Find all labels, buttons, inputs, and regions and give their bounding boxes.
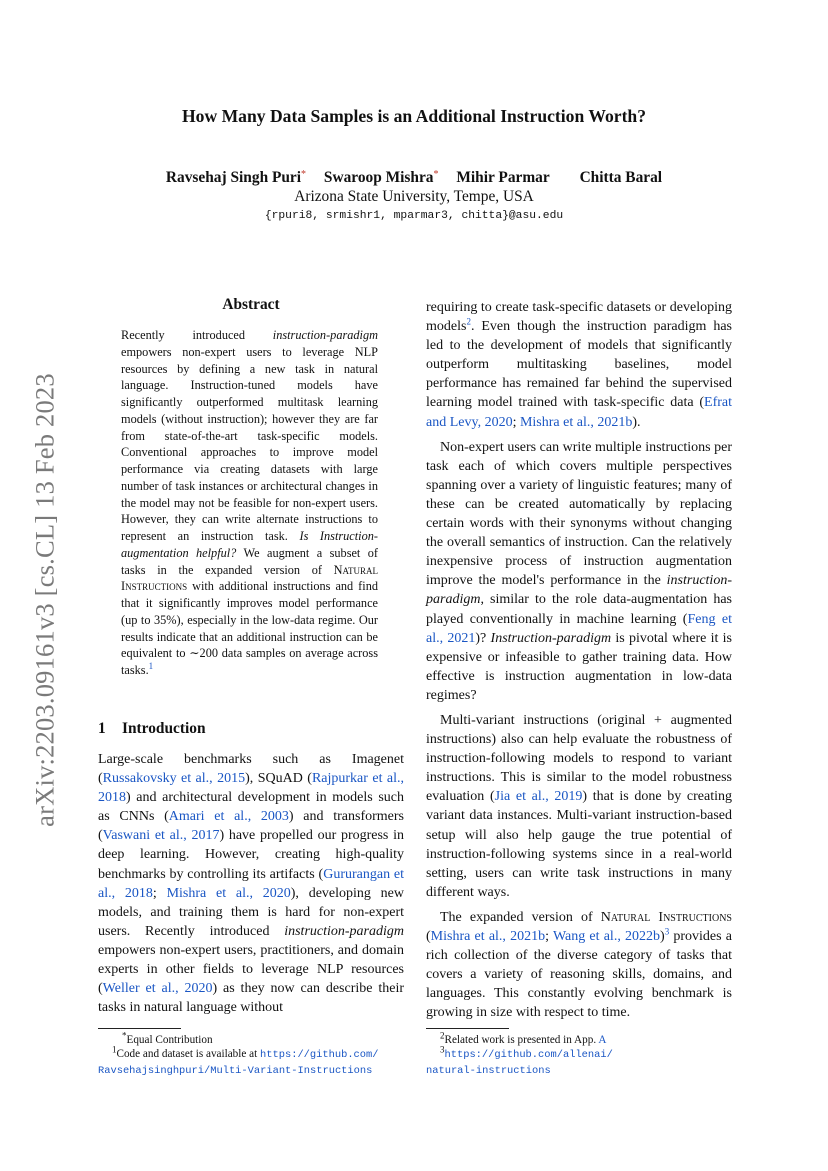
citation-link[interactable]: Feng et al., 2021 — [426, 611, 732, 646]
citation-link[interactable]: Efrat and Levy, 2020 — [426, 395, 732, 430]
footnote-equal-contribution: *Equal Contribution — [122, 1030, 213, 1046]
citation-link[interactable]: Rajpurkar et al., 2018 — [98, 771, 405, 806]
arxiv-identifier: arXiv:2203.09161v3 [cs.CL] 13 Feb 2023 — [29, 373, 60, 827]
abstract-body: Recently introduced instruction-paradigm empowers non-expert users to leverage NLP resources by defining a new task in natural language. Instruction-tuned models have significantly outperformed multitask learning models (without instruction); however they are far from state-of-the-art task-specific models. Conventional approaches to improve model performance via creating datasets with large number of task instances or architectural changes in the model may not be feasible for non-expert users. However, they can write alternate instructions to represent an instruction task. Is Instruction-augmentation helpful? We augment a subset of tasks in the expanded version of Natural Instructions with additional instructions and find that it significantly improves model performance (up to 35%), especially in the low-data regime. Our results indicate that an additional instruction can be equivalent to ∼200 data samples on average across tasks.$^1$ — [121, 328, 378, 677]
citation-link[interactable]: Russakovsky et al., 2015 — [102, 771, 246, 787]
paragraph: requiring to create task-specific datasets or developing models$^2$. Even though the instruction paradigm has led to the development of models that significantly outperform multitasking baselines, model performance has remained far behind the supervised learning model trained with task-specific data (Efrat and Levy, 2020; Mishra et al., 2021b). — [426, 300, 732, 430]
citation-link[interactable]: Wang et al., 2022b — [552, 929, 661, 944]
author-name: Swaroop Mishra* — [323, 169, 439, 186]
author-name: Ravsehaj Singh Puri* — [165, 169, 307, 186]
footnote-dataset-url-cont — [426, 1063, 732, 1078]
footnote-code: $^1$Code and dataset is available at https://github.com/ — [112, 1044, 379, 1062]
right-column-text — [426, 298, 732, 1022]
citation-link[interactable]: Jia et al., 2019 — [494, 789, 583, 805]
paper-title: How Many Data Samples is an Additional Instruction Worth? — [181, 106, 647, 126]
citation-link[interactable]: Amari et al., 2003 — [168, 809, 289, 825]
footnotes-left — [98, 1030, 408, 1078]
affiliation: Arizona State University, Tempe, USA — [294, 188, 534, 205]
citation-link[interactable]: Mishra et al., 2021b — [519, 414, 633, 430]
citation-link[interactable]: Mishra et al., 2021b — [430, 929, 546, 944]
author-name: Chitta Baral — [579, 169, 663, 186]
citation-link[interactable]: Vaswani et al., 2017 — [102, 828, 220, 844]
author-name: Mihir Parmar — [456, 169, 550, 186]
footnotes-right — [426, 1030, 732, 1078]
paragraph: Large-scale benchmarks such as Imagenet (Russakovsky et al., 2015), SQuAD (Rajpurkar et al., 2018) and architectural development in models such as CNNs (Amari et al., 2003) and transformers (Vaswani et al., 2017) have propelled our progress in deep learning. However, creating high-quality benchmarks by controlling its artifacts (Gururangan et al., 2018; Mishra et al., 2020), developing new models, and training them is hard for non-expert users. Recently introduced instruction-paradigm empowers non-expert users, practitioners, and domain experts in other fields to leverage NLP resources (Weller et al., 2020) as they now can describe their tasks in natural language without — [98, 752, 405, 1016]
author-list — [0, 169, 828, 187]
paragraph: Non-expert users can write multiple instructions per task each of which covers multiple perspectives spanning over a variety of linguistic features; many of these can be created automatically by replacing certain words with their synonyms without changing the overall semantics of instruction. Can the relatively inexpensive process of instruction augmentation improve the model's performance in the instruction-paradigm, similar to the role data-augmentation has played conventionally in machine learning (Feng et al., 2021)? Instruction-paradigm is pivotal where it is expensive or infeasible to gather training data. How effective is instruction augmentation in low-data regimes? — [426, 439, 732, 703]
footnote-related-work: $^2$Related work is presented in App. A — [440, 1030, 607, 1046]
footnote-code-url-cont — [98, 1063, 408, 1078]
code-url-link[interactable]: https://github.com/ — [260, 1049, 379, 1062]
code-url-link[interactable]: Ravsehajsinghpuri/Multi-Variant-Instructions — [98, 1064, 373, 1077]
section-heading-introduction: 1 Introduction — [98, 720, 206, 737]
paragraph: Multi-variant instructions (original + augmented instructions) also can help evaluate the robustness of instruction-following models to respond to variant instructions. This is similar to the model robustness evaluation (Jia et al., 2019) that is done by creating variant data instances. Multi-variant instruction-based setup will also help gauge the true potential of instruction-following systems since in a real-world setting, users can write task instructions in many different ways. — [426, 712, 732, 900]
dataset-url-link[interactable]: natural-instructions — [426, 1064, 551, 1077]
abstract-heading: Abstract — [222, 296, 280, 313]
footnote-ref[interactable]: 1 — [148, 660, 154, 671]
author-emails: {rpuri8, srmishr1, mparmar3, chitta}@asu.edu — [264, 210, 564, 222]
arxiv-sidebar — [20, 320, 70, 880]
footnote-dataset-url: $^3$https://github.com/allenai/ — [440, 1044, 613, 1062]
dataset-url-link[interactable]: https://github.com/allenai/ — [444, 1049, 613, 1062]
left-column-text — [98, 750, 404, 1017]
citation-link[interactable]: Weller et al., 2020 — [102, 981, 213, 997]
footnote-ref[interactable]: 2 — [466, 316, 471, 327]
footnote-divider — [426, 1028, 509, 1029]
appendix-link[interactable]: A — [598, 1034, 607, 1046]
citation-link[interactable]: Gururangan et al., 2018 — [98, 866, 404, 901]
footnote-divider — [98, 1028, 181, 1029]
citation-link[interactable]: Mishra et al., 2020 — [166, 885, 291, 901]
paragraph: The expanded version of Natural Instructions (Mishra et al., 2021b; Wang et al., 2022b)$^3$ provides a rich collection of the diverse category of tasks that covers a variety of reasoning skills, domains, and languages. This constantly evolving benchmark is growing in size with respect to time. — [426, 909, 732, 1021]
footnote-ref[interactable]: 3 — [664, 926, 670, 937]
